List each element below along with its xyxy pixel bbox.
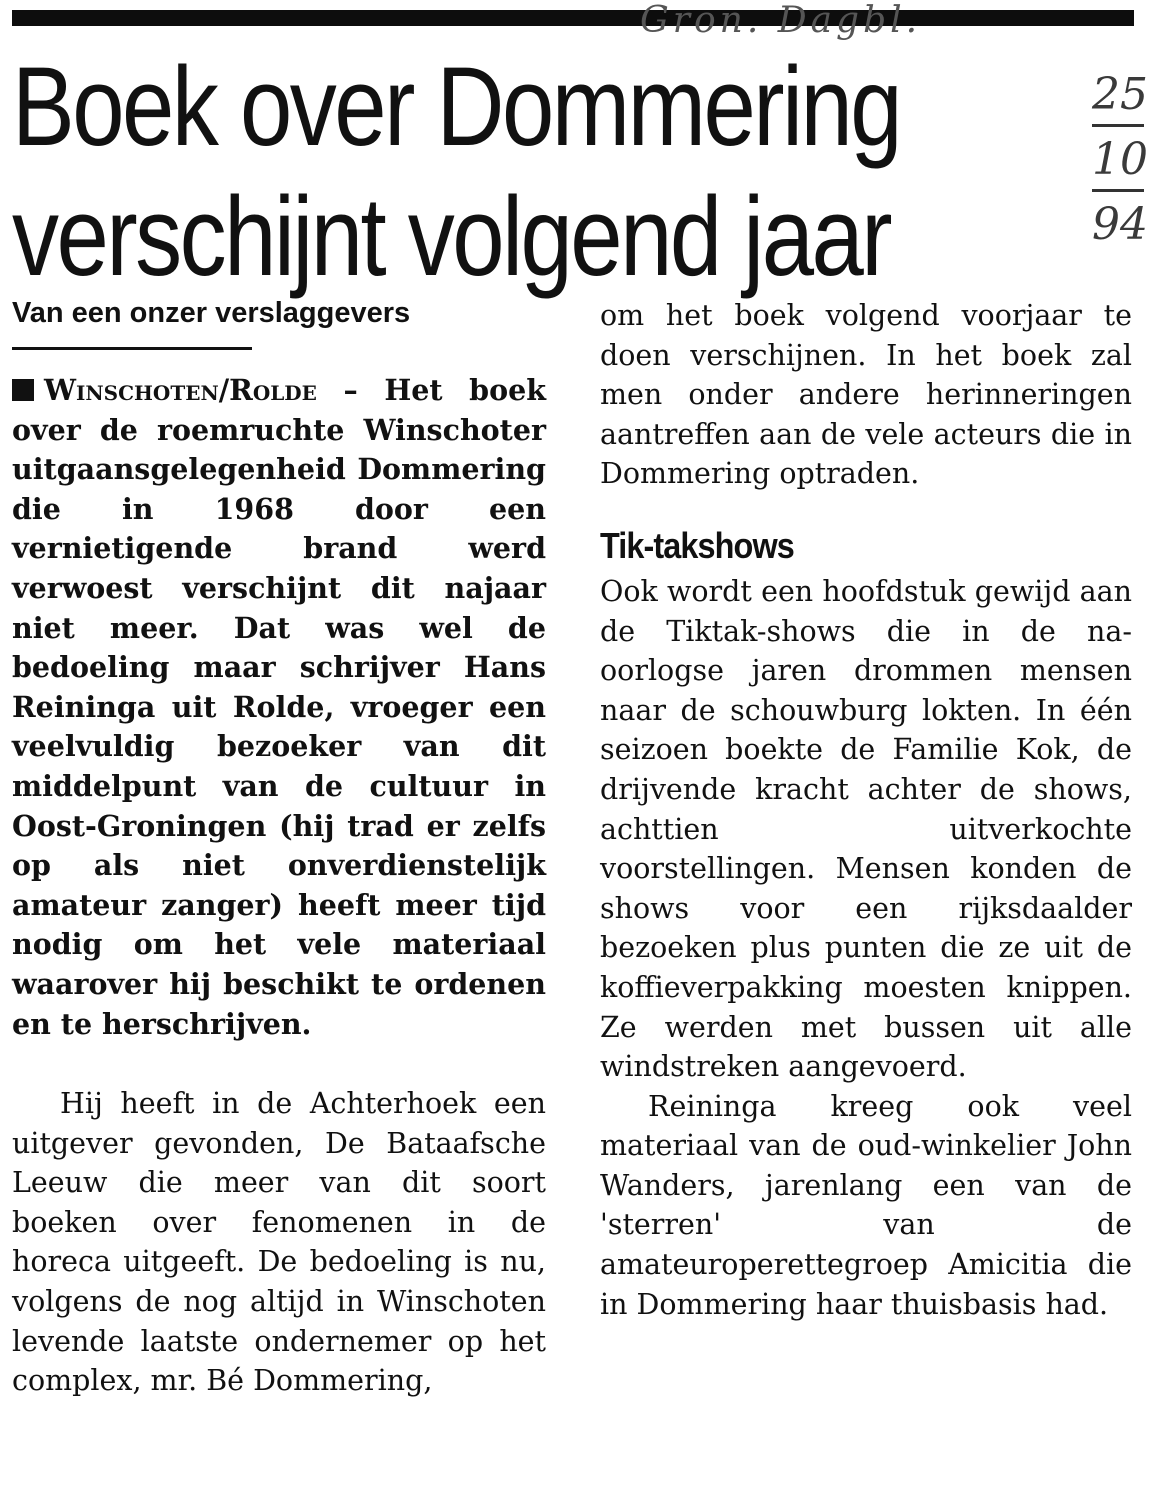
handwritten-date-month: 10 [1092,131,1144,192]
dateline: Winschoten/Rolde [44,373,317,407]
lead-paragraph [12,371,546,1044]
handwritten-date-day: 25 [1092,66,1144,127]
headline [12,42,919,302]
paragraph-2-continued: om het boek volgend voorjaar te doen verschijnen. In het boek zal men onder andere herinneringen aantreffen aan de vele acteurs die in Dommering optraden. [600,299,1132,491]
handwritten-date [1092,66,1151,258]
headline-line-2: verschijnt volgend jaar [12,174,891,299]
paragraph-2: Hij heeft in de Achterhoek een uitgever gevonden, De Bataafsche Leeuw die meer van dit soort boeken over fenomenen in de horeca uitgeeft. De bedoeling is nu, volgens de nog altijd in Winschoten levende laatste ondernemer op het complex, mr. Bé Dommering, [12,1087,546,1398]
subheading: Tik-takshows [600,524,794,566]
paragraph-4: Reininga kreeg ook veel materiaal van de oud-winkelier John Wanders, jarenlang een van de 'sterren' van de amateuroperettegroep Amicitia die in Dommering haar thuisbasis had. [600,1089,1132,1321]
lead-square-bullet-icon [12,379,34,401]
dateline-dash: – [316,373,385,407]
headline-line-1: Boek over Dommering [12,44,901,169]
lead-text: Het boek over de roemruchte Winschoter uitgaansgelegenheid Dommering die in 1968 door een vernietigende brand werd verwoest verschijnt dit najaar niet meer. Dat was wel de bedoeling maar schrijver Hans Reininga uit Rolde, vroeger een veelvuldig bezoeker van dit middelpunt van de cultuur in Oost-Groningen (hij trad er zelfs op als niet onverdienstelijk amateur zanger) heeft meer tijd nodig om het vele materiaal waarover hij beschikt te ordenen en te herschrijven. [12,373,546,1041]
handwritten-date-year: 94 [1092,199,1148,250]
byline: Van een onzer verslaggevers [12,297,411,329]
top-rule [12,10,1134,26]
handwritten-source-note: Gron. Dagbl. [640,0,922,41]
column-right [600,296,1132,1324]
column-left [12,371,546,1401]
byline-rule [12,347,252,350]
paragraph-3: Ook wordt een hoofdstuk gewijd aan de Tiktak-shows die in de na-oorlogse jaren drommen mensen naar de schouwburg lokten. In één seizoen boekte de Familie Kok, de drijvende kracht achter de shows, achttien uitverkochte voorstellingen. Mensen konden de shows voor een rijksdaalder bezoeken plus punten die ze uit de koffieverpakking moesten knippen. Ze werden met bussen uit alle windstreken aangevoerd. [600,574,1132,1084]
